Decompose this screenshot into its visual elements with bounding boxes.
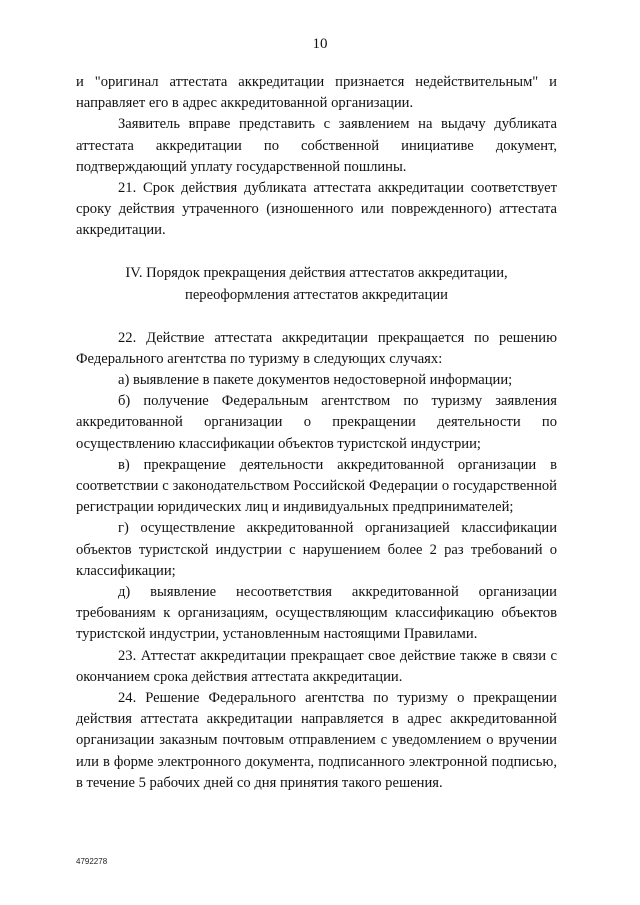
paragraph-23: 23. Аттестат аккредитации прекращает свое действие также в связи с окончанием срока действия аттестата аккредитации. <box>76 647 557 685</box>
paragraph-continuation: и "оригинал аттестата аккредитации признается недействительным" и направляет его в адрес аккредитованной организации. <box>76 74 557 112</box>
paragraph-22: 22. Действие аттестата аккредитации прекращается по решению Федерального агентства по туризму в следующих случаях: <box>76 329 557 367</box>
document-body <box>76 72 557 794</box>
paragraph-22-v: в) прекращение деятельности аккредитованной организации в соответствии с законодательством Российской Федерации о государственной регистрации юридических лиц и индивидуальных предпринимателей; <box>76 456 557 516</box>
document-footer-code: 4792278 <box>76 857 108 866</box>
paragraph-22-g: г) осуществление аккредитованной организацией классификации объектов туристской индустрии с нарушением более 2 раз требований о классификации; <box>76 520 557 579</box>
section-heading <box>76 262 557 306</box>
section-heading-line1: IV. Порядок прекращения действия аттестатов аккредитации, <box>125 264 508 281</box>
paragraph-applicant: Заявитель вправе представить с заявлением на выдачу дубликата аттестата аккредитации по собственной инициативе документ, подтверждающий уплату государственной пошлины. <box>76 116 557 175</box>
section-heading-line2: переоформления аттестатов аккредитации <box>185 286 448 303</box>
paragraph-24: 24. Решение Федерального агентства по туризму о прекращении действия аттестата аккредитации направляется в адрес аккредитованной организации заказным почтовым отправлением с уведомлением о вручении или в форме электронного документа, подписанного электронной подписью, в течение 5 рабочих дней со дня принятия такого решения. <box>76 690 557 791</box>
paragraph-22-b: б) получение Федеральным агентством по туризму заявления аккредитованной организации о прекращении деятельности по осуществлению классификации объектов туристской индустрии; <box>76 393 557 452</box>
page-number: 10 <box>312 36 328 52</box>
paragraph-22-a: а) выявление в пакете документов недостоверной информации; <box>118 372 513 389</box>
paragraph-21: 21. Срок действия дубликата аттестата аккредитации соответствует сроку действия утраченного (изношенного или поврежденного) аттестата аккредитации. <box>76 180 557 239</box>
paragraph-22-d: д) выявление несоответствия аккредитованной организации требованиям к организациям, осуществляющим классификацию объектов туристской индустрии, установленным настоящими Правилами. <box>76 584 557 643</box>
